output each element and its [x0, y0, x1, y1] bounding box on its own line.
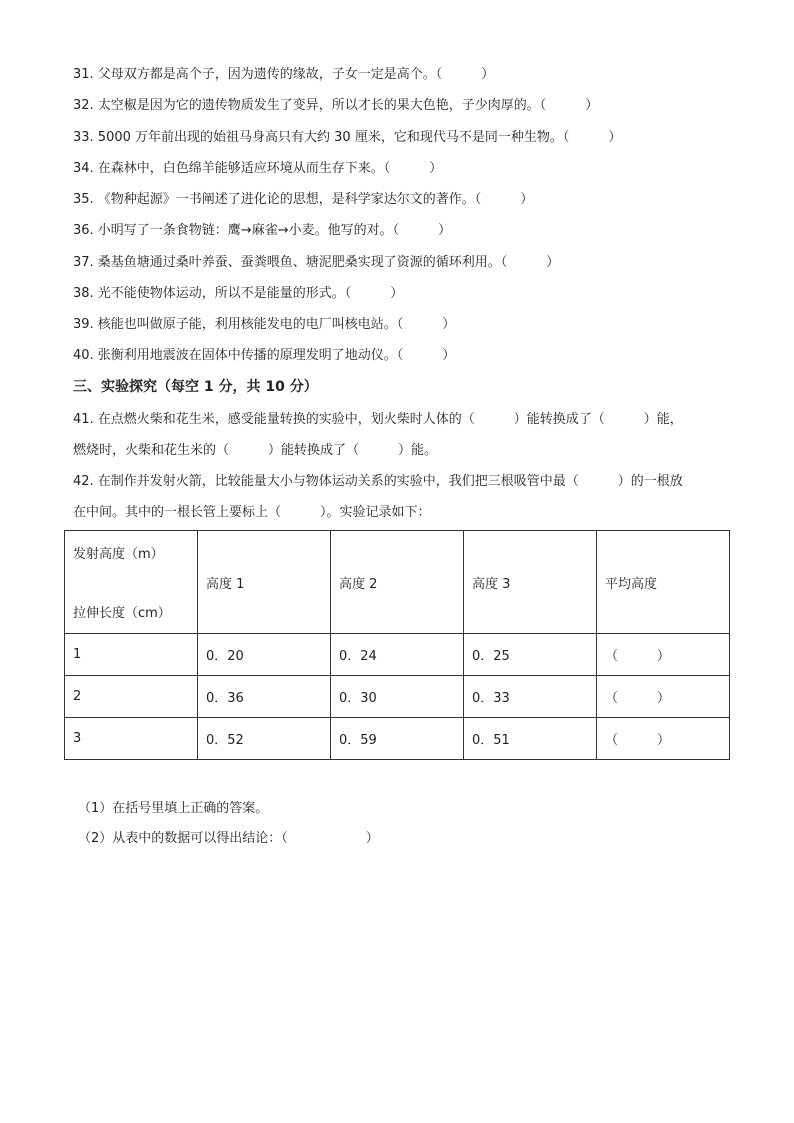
question-36: 36. 小明写了一条食物链：鹰→麻雀→小麦。他写的对。（ ）: [73, 223, 452, 238]
section-heading: 三、实验探究（每空 1 分，共 10 分）: [73, 379, 318, 395]
question-38: 38. 光不能使物体运动，所以不是能量的形式。（ ）: [73, 286, 404, 301]
question-35: 35. 《物种起源》一书阐述了进化论的思想，是科学家达尔文的著作。（ ）: [73, 192, 534, 207]
table-header-cell: 高度 3: [464, 531, 597, 634]
question-32: 32. 太空椒是因为它的遗传物质发生了变异，所以才长的果大色艳，子少肉厚的。（ ）: [73, 98, 599, 113]
sub-question-2: （2）从表中的数据可以得出结论：（ ）: [78, 831, 379, 846]
question-33: 33. 5000 万年前出现的始祖马身高只有大约 30 厘米，它和现代马不是同一种生物。（ ）: [73, 130, 622, 145]
table-cell: 0．59: [331, 718, 464, 760]
question-41-line2: 燃烧时，火柴和花生米的（ ）能转换成了（ ）能。: [73, 443, 438, 458]
table-cell: 0．36: [198, 676, 331, 718]
table-row: [65, 676, 730, 718]
experiment-table: [64, 530, 730, 760]
question-37: 37. 桑基鱼塘通过桑叶养蚕、蚕粪喂鱼、塘泥肥桑实现了资源的循环利用。（ ）: [73, 255, 560, 270]
table-cell: 0．52: [198, 718, 331, 760]
table-cell: 0．24: [331, 634, 464, 676]
question-31: 31. 父母双方都是高个子，因为遗传的缘故，子女一定是高个。（ ）: [73, 67, 495, 82]
table-corner-cell: [65, 531, 198, 634]
question-40: 40. 张衡利用地震波在固体中传播的原理发明了地动仪。（ ）: [73, 348, 456, 363]
question-41-line1: 41. 在点燃火柴和花生米，感受能量转换的实验中，划火柴时人体的（ ）能转换成了（ ）能，: [73, 412, 683, 427]
question-42-line2: 在中间。其中的一根长管上要标上（ ）。实验记录如下：: [73, 505, 431, 520]
table-row: [65, 634, 730, 676]
table-cell: 3: [65, 718, 198, 760]
table-cell: 0．20: [198, 634, 331, 676]
table-cell: 0．33: [464, 676, 597, 718]
table-header-cell: 高度 2: [331, 531, 464, 634]
table-header-row: [65, 531, 730, 634]
question-42-line1: 42. 在制作并发射火箭，比较能量大小与物体运动关系的实验中，我们把三根吸管中最（ ）的一根放: [73, 474, 683, 489]
table-cell: （ ）: [597, 676, 730, 718]
table-header-cell: 高度 1: [198, 531, 331, 634]
table-cell: （ ）: [597, 718, 730, 760]
corner-bottom-label: 拉伸长度（cm）: [73, 606, 171, 621]
table-row: [65, 718, 730, 760]
question-34: 34. 在森林中，白色绵羊能够适应环境从而生存下来。（ ）: [73, 161, 443, 176]
table-cell: 0．25: [464, 634, 597, 676]
table-cell: 2: [65, 676, 198, 718]
table-cell: 0．51: [464, 718, 597, 760]
question-39: 39. 核能也叫做原子能，利用核能发电的电厂叫核电站。（ ）: [73, 317, 456, 332]
table-cell: （ ）: [597, 634, 730, 676]
table-header-cell: 平均高度: [597, 531, 730, 634]
sub-question-1: （1）在括号里填上正确的答案。: [78, 801, 269, 816]
table-cell: 1: [65, 634, 198, 676]
table-cell: 0．30: [331, 676, 464, 718]
corner-top-label: 发射高度（m）: [73, 547, 164, 562]
